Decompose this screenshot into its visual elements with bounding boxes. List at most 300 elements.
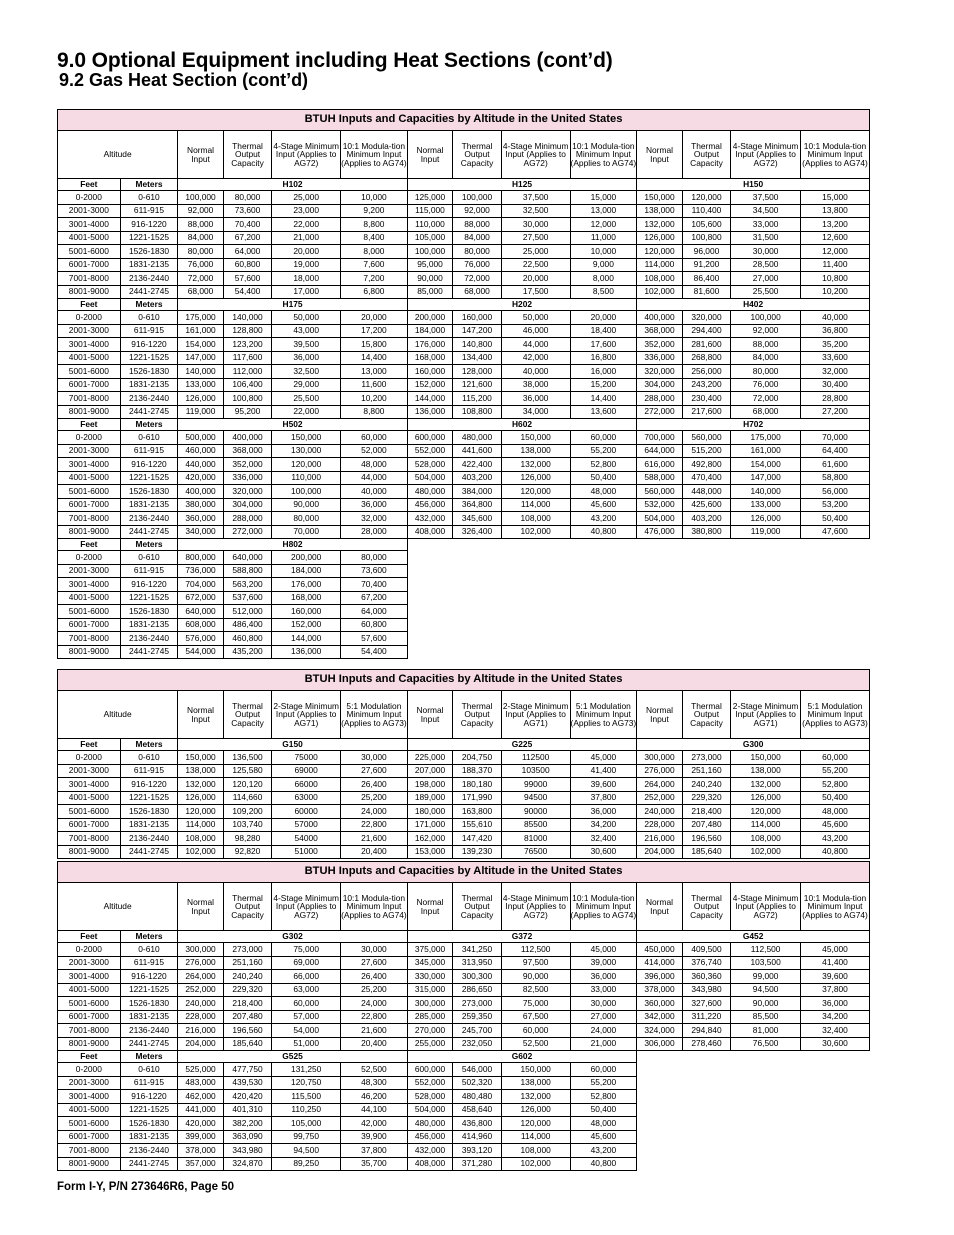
value-cell: 48,000	[570, 485, 637, 499]
value-cell: 175,000	[731, 431, 801, 445]
value-cell: 24,000	[341, 997, 408, 1011]
altitude-meters: 0-610	[120, 311, 178, 325]
value-cell: 55,200	[570, 444, 637, 458]
value-cell: 70,400	[223, 218, 272, 232]
value-cell: 480,480	[453, 1090, 502, 1104]
table-row	[58, 324, 870, 338]
empty-cell	[453, 605, 502, 619]
column-header: 4-Stage Minimum Input (Applies to AG72)	[272, 883, 341, 931]
model-name: H802	[178, 539, 407, 551]
table-row	[58, 791, 870, 805]
empty-cell	[501, 591, 570, 605]
value-cell: 30,600	[800, 1037, 869, 1051]
model-name: H150	[637, 179, 870, 191]
table-row	[58, 311, 870, 325]
empty-cell	[501, 618, 570, 632]
value-cell: 229,320	[682, 791, 731, 805]
altitude-meters: 2441-2745	[120, 845, 178, 859]
value-cell: 15,200	[570, 378, 637, 392]
value-cell: 300,000	[407, 997, 452, 1011]
empty-cell	[800, 591, 869, 605]
value-cell: 23,000	[272, 204, 341, 218]
empty-cell	[731, 1063, 801, 1077]
value-cell: 103500	[501, 764, 570, 778]
altitude-feet: 3001-4000	[58, 458, 121, 472]
empty-cell	[637, 1051, 870, 1063]
empty-cell	[637, 1090, 682, 1104]
value-cell: 85,000	[407, 285, 452, 299]
value-cell: 422,400	[453, 458, 502, 472]
value-cell: 47,600	[800, 525, 869, 539]
value-cell: 532,000	[637, 498, 682, 512]
column-header: 5:1 Modulation Minimum Input (Applies to AG73)	[800, 691, 869, 739]
value-cell: 154,000	[178, 338, 223, 352]
value-cell: 120,120	[223, 778, 272, 792]
value-cell: 117,600	[223, 351, 272, 365]
page-footer: Form I-Y, P/N 273646R6, Page 50	[57, 1181, 235, 1193]
value-cell: 232,050	[453, 1037, 502, 1051]
value-cell: 504,000	[407, 1103, 452, 1117]
value-cell: 360,000	[178, 512, 223, 526]
value-cell: 68,000	[731, 405, 801, 419]
empty-cell	[637, 591, 682, 605]
table-row	[58, 551, 870, 565]
table-row	[58, 392, 870, 406]
value-cell: 160,000	[272, 605, 341, 619]
empty-cell	[453, 564, 502, 578]
section-subtitle: 9.2 Gas Heat Section (cont’d)	[59, 70, 309, 90]
table-row	[58, 1063, 870, 1077]
value-cell: 50,400	[570, 471, 637, 485]
value-cell: 378,000	[178, 1144, 223, 1158]
table-row	[58, 578, 870, 592]
value-cell: 160,000	[453, 311, 502, 325]
value-cell: 37,800	[800, 983, 869, 997]
value-cell: 31,500	[731, 231, 801, 245]
altitude-meters: 1526-1830	[120, 605, 178, 619]
column-header: 4-Stage Minimum Input (Applies to AG72)	[501, 883, 570, 931]
value-cell: 20,000	[501, 272, 570, 286]
altitude-feet: 7001-8000	[58, 392, 121, 406]
value-cell: 460,000	[178, 444, 223, 458]
value-cell: 97,500	[501, 956, 570, 970]
value-cell: 207,480	[223, 1010, 272, 1024]
value-cell: 80,000	[272, 512, 341, 526]
value-cell: 80,000	[731, 365, 801, 379]
value-cell: 35,700	[341, 1157, 408, 1171]
value-cell: 153,000	[407, 845, 452, 859]
table-row	[58, 204, 870, 218]
altitude-feet: 6001-7000	[58, 618, 121, 632]
value-cell: 60,000	[341, 431, 408, 445]
altitude-feet: 3001-4000	[58, 578, 121, 592]
altitude-meters: 1221-1525	[120, 231, 178, 245]
column-header: Thermal Output Capacity	[682, 131, 731, 179]
value-cell: 100,000	[407, 245, 452, 259]
table-row	[58, 1117, 870, 1131]
empty-cell	[637, 551, 682, 565]
value-cell: 54,400	[341, 645, 408, 659]
value-cell: 396,000	[637, 970, 682, 984]
value-cell: 126,000	[501, 471, 570, 485]
value-cell: 99,000	[731, 970, 801, 984]
empty-cell	[682, 1157, 731, 1171]
value-cell: 32,000	[341, 512, 408, 526]
meters-label: Meters	[120, 739, 178, 751]
column-header: Normal Input	[407, 691, 452, 739]
value-cell: 92,000	[731, 324, 801, 338]
altitude-feet: 2001-3000	[58, 764, 121, 778]
value-cell: 7,600	[341, 258, 408, 272]
value-cell: 432,000	[407, 512, 452, 526]
value-cell: 45,000	[800, 943, 869, 957]
value-cell: 80,000	[178, 245, 223, 259]
value-cell: 37,500	[731, 191, 801, 205]
column-header: 4-Stage Minimum Input (Applies to AG72)	[272, 131, 341, 179]
value-cell: 54000	[272, 832, 341, 846]
value-cell: 21,600	[341, 1024, 408, 1038]
value-cell: 90,000	[272, 498, 341, 512]
value-cell: 218,400	[682, 805, 731, 819]
altitude-feet: 7001-8000	[58, 1144, 121, 1158]
column-header: 5:1 Modulation Minimum Input (Applies to AG73)	[341, 691, 408, 739]
btuh-table-3	[57, 861, 870, 1171]
value-cell: 403,200	[453, 471, 502, 485]
value-cell: 32,500	[501, 204, 570, 218]
value-cell: 304,000	[223, 498, 272, 512]
value-cell: 57,000	[272, 1010, 341, 1024]
value-cell: 120,000	[178, 805, 223, 819]
value-cell: 28,500	[731, 258, 801, 272]
altitude-feet: 5001-6000	[58, 805, 121, 819]
column-header: 4-Stage Minimum Input (Applies to AG72)	[731, 131, 801, 179]
empty-cell	[682, 1090, 731, 1104]
altitude-feet: 6001-7000	[58, 258, 121, 272]
table-row	[58, 751, 870, 765]
table-row	[58, 983, 870, 997]
table-row	[58, 956, 870, 970]
empty-cell	[637, 1076, 682, 1090]
meters-label: Meters	[120, 931, 178, 943]
value-cell: 48,000	[341, 458, 408, 472]
model-label-row	[58, 931, 870, 943]
value-cell: 60,000	[501, 1024, 570, 1038]
value-cell: 48,300	[341, 1076, 408, 1090]
value-cell: 273,000	[453, 997, 502, 1011]
value-cell: 450,000	[637, 943, 682, 957]
model-name: H402	[637, 299, 870, 311]
value-cell: 133,000	[178, 378, 223, 392]
value-cell: 26,400	[341, 778, 408, 792]
table-row	[58, 231, 870, 245]
altitude-meters: 1526-1830	[120, 245, 178, 259]
table-row	[58, 1130, 870, 1144]
altitude-feet: 0-2000	[58, 1063, 121, 1077]
value-cell: 126,000	[731, 512, 801, 526]
empty-cell	[682, 1130, 731, 1144]
value-cell: 95,200	[223, 405, 272, 419]
model-label-row	[58, 419, 870, 431]
value-cell: 255,000	[407, 1037, 452, 1051]
altitude-meters: 916-1220	[120, 970, 178, 984]
value-cell: 273,000	[223, 943, 272, 957]
value-cell: 100,000	[272, 485, 341, 499]
value-cell: 34,500	[731, 204, 801, 218]
value-cell: 39,600	[570, 778, 637, 792]
value-cell: 180,180	[453, 778, 502, 792]
value-cell: 588,800	[223, 564, 272, 578]
value-cell: 230,400	[682, 392, 731, 406]
value-cell: 100,800	[223, 392, 272, 406]
value-cell: 380,000	[178, 498, 223, 512]
value-cell: 45,600	[570, 1130, 637, 1144]
value-cell: 217,600	[682, 405, 731, 419]
empty-cell	[682, 605, 731, 619]
empty-cell	[731, 1090, 801, 1104]
value-cell: 132,000	[178, 778, 223, 792]
altitude-feet: 3001-4000	[58, 218, 121, 232]
empty-cell	[731, 591, 801, 605]
column-header: 10:1 Modula-tion Minimum Input (Applies to AG74)	[800, 883, 869, 931]
value-cell: 100,800	[682, 231, 731, 245]
table-title: BTUH Inputs and Capacities by Altitude in the United States	[58, 862, 870, 883]
empty-cell	[570, 591, 637, 605]
value-cell: 58,800	[800, 471, 869, 485]
column-header: 2-Stage Minimum Input (Applies to AG71)	[731, 691, 801, 739]
altitude-meters: 1526-1830	[120, 805, 178, 819]
table-title-row	[58, 670, 870, 691]
value-cell: 150,000	[501, 1063, 570, 1077]
empty-cell	[453, 551, 502, 565]
value-cell: 22,800	[341, 818, 408, 832]
value-cell: 57,600	[223, 272, 272, 286]
altitude-meters: 2136-2440	[120, 1024, 178, 1038]
value-cell: 327,600	[682, 997, 731, 1011]
value-cell: 420,000	[178, 471, 223, 485]
table-row	[58, 218, 870, 232]
value-cell: 544,000	[178, 645, 223, 659]
value-cell: 228,000	[637, 818, 682, 832]
value-cell: 41,400	[570, 764, 637, 778]
table-row	[58, 778, 870, 792]
value-cell: 588,000	[637, 471, 682, 485]
altitude-meters: 611-915	[120, 764, 178, 778]
table-row	[58, 338, 870, 352]
altitude-meters: 1831-2135	[120, 1130, 178, 1144]
value-cell: 288,000	[223, 512, 272, 526]
value-cell: 144,000	[272, 632, 341, 646]
value-cell: 48,000	[570, 1117, 637, 1131]
value-cell: 240,240	[682, 778, 731, 792]
value-cell: 432,000	[407, 1144, 452, 1158]
value-cell: 184,000	[272, 564, 341, 578]
value-cell: 470,400	[682, 471, 731, 485]
altitude-feet: 3001-4000	[58, 970, 121, 984]
value-cell: 326,400	[453, 525, 502, 539]
value-cell: 105,000	[272, 1117, 341, 1131]
empty-cell	[800, 632, 869, 646]
value-cell: 99,750	[272, 1130, 341, 1144]
value-cell: 132,000	[731, 778, 801, 792]
model-name: G525	[178, 1051, 407, 1063]
column-header: 4-Stage Minimum Input (Applies to AG72)	[501, 131, 570, 179]
empty-cell	[501, 551, 570, 565]
empty-cell	[800, 618, 869, 632]
value-cell: 72,000	[731, 392, 801, 406]
value-cell: 45,600	[570, 498, 637, 512]
table-header-row	[58, 131, 870, 179]
value-cell: 60,000	[570, 431, 637, 445]
value-cell: 61,600	[800, 458, 869, 472]
value-cell: 184,000	[407, 324, 452, 338]
value-cell: 73,600	[223, 204, 272, 218]
empty-cell	[731, 645, 801, 659]
altitude-meters: 2441-2745	[120, 285, 178, 299]
value-cell: 537,600	[223, 591, 272, 605]
value-cell: 477,750	[223, 1063, 272, 1077]
value-cell: 138,000	[501, 444, 570, 458]
altitude-meters: 611-915	[120, 564, 178, 578]
value-cell: 240,000	[637, 805, 682, 819]
value-cell: 44,100	[341, 1103, 408, 1117]
value-cell: 55,200	[570, 1076, 637, 1090]
value-cell: 52,500	[501, 1037, 570, 1051]
table-row	[58, 498, 870, 512]
value-cell: 8,000	[570, 272, 637, 286]
value-cell: 608,000	[178, 618, 223, 632]
value-cell: 50,000	[272, 311, 341, 325]
value-cell: 324,870	[223, 1157, 272, 1171]
column-header: Thermal Output Capacity	[453, 691, 502, 739]
value-cell: 139,230	[453, 845, 502, 859]
value-cell: 10,200	[341, 392, 408, 406]
value-cell: 264,000	[178, 970, 223, 984]
value-cell: 340,000	[178, 525, 223, 539]
altitude-meters: 2441-2745	[120, 1157, 178, 1171]
value-cell: 39,600	[800, 970, 869, 984]
value-cell: 85500	[501, 818, 570, 832]
value-cell: 264,000	[637, 778, 682, 792]
value-cell: 89,250	[272, 1157, 341, 1171]
altitude-feet: 7001-8000	[58, 832, 121, 846]
value-cell: 94,500	[272, 1144, 341, 1158]
column-header: 10:1 Modula-tion Minimum Input (Applies to AG74)	[341, 131, 408, 179]
feet-label: Feet	[58, 419, 121, 431]
altitude-feet: 6001-7000	[58, 1010, 121, 1024]
empty-cell	[637, 539, 870, 551]
value-cell: 43,200	[570, 1144, 637, 1158]
model-name: H602	[407, 419, 636, 431]
altitude-meters: 1831-2135	[120, 258, 178, 272]
altitude-feet: 6001-7000	[58, 498, 121, 512]
value-cell: 448,000	[682, 485, 731, 499]
value-cell: 53,200	[800, 498, 869, 512]
empty-cell	[407, 605, 452, 619]
value-cell: 409,500	[682, 943, 731, 957]
value-cell: 436,800	[453, 1117, 502, 1131]
value-cell: 38,000	[501, 378, 570, 392]
empty-cell	[637, 645, 682, 659]
value-cell: 360,360	[682, 970, 731, 984]
value-cell: 82,500	[501, 983, 570, 997]
value-cell: 36,000	[800, 997, 869, 1011]
altitude-feet: 0-2000	[58, 191, 121, 205]
value-cell: 341,250	[453, 943, 502, 957]
value-cell: 114,660	[223, 791, 272, 805]
altitude-meters: 2441-2745	[120, 1037, 178, 1051]
value-cell: 33,000	[731, 218, 801, 232]
value-cell: 189,000	[407, 791, 452, 805]
value-cell: 92,000	[178, 204, 223, 218]
value-cell: 138,000	[178, 764, 223, 778]
value-cell: 133,000	[731, 498, 801, 512]
value-cell: 57000	[272, 818, 341, 832]
table-row	[58, 351, 870, 365]
value-cell: 86,400	[682, 272, 731, 286]
value-cell: 72,000	[453, 272, 502, 286]
value-cell: 73,600	[341, 564, 408, 578]
value-cell: 30,000	[570, 997, 637, 1011]
value-cell: 108,000	[637, 272, 682, 286]
empty-cell	[731, 1103, 801, 1117]
value-cell: 528,000	[407, 1090, 452, 1104]
value-cell: 110,000	[407, 218, 452, 232]
meters-label: Meters	[120, 1051, 178, 1063]
empty-cell	[731, 1130, 801, 1144]
value-cell: 259,350	[453, 1010, 502, 1024]
empty-cell	[731, 1117, 801, 1131]
value-cell: 75000	[272, 751, 341, 765]
empty-cell	[682, 551, 731, 565]
value-cell: 15,000	[570, 191, 637, 205]
value-cell: 76,000	[453, 258, 502, 272]
value-cell: 110,400	[682, 204, 731, 218]
column-header: 10:1 Modula-tion Minimum Input (Applies to AG74)	[341, 883, 408, 931]
value-cell: 114,000	[501, 1130, 570, 1144]
value-cell: 32,400	[800, 1024, 869, 1038]
value-cell: 85,500	[731, 1010, 801, 1024]
altitude-feet: 6001-7000	[58, 378, 121, 392]
value-cell: 13,600	[570, 405, 637, 419]
value-cell: 300,300	[453, 970, 502, 984]
table-row	[58, 1010, 870, 1024]
value-cell: 330,000	[407, 970, 452, 984]
altitude-feet: 4001-5000	[58, 351, 121, 365]
value-cell: 37,800	[341, 1144, 408, 1158]
meters-label: Meters	[120, 299, 178, 311]
table-row	[58, 970, 870, 984]
value-cell: 60000	[272, 805, 341, 819]
value-cell: 175,000	[178, 311, 223, 325]
value-cell: 196,560	[682, 832, 731, 846]
value-cell: 39,900	[341, 1130, 408, 1144]
column-header: Thermal Output Capacity	[682, 691, 731, 739]
value-cell: 273,000	[682, 751, 731, 765]
empty-cell	[800, 551, 869, 565]
model-name: G300	[637, 739, 870, 751]
value-cell: 150,000	[731, 751, 801, 765]
column-header: Thermal Output Capacity	[453, 883, 502, 931]
value-cell: 414,000	[637, 956, 682, 970]
value-cell: 13,000	[570, 204, 637, 218]
value-cell: 525,000	[178, 1063, 223, 1077]
altitude-meters: 916-1220	[120, 778, 178, 792]
value-cell: 188,370	[453, 764, 502, 778]
altitude-feet: 4001-5000	[58, 1103, 121, 1117]
value-cell: 12,600	[800, 231, 869, 245]
empty-cell	[407, 564, 452, 578]
altitude-meters: 916-1220	[120, 578, 178, 592]
